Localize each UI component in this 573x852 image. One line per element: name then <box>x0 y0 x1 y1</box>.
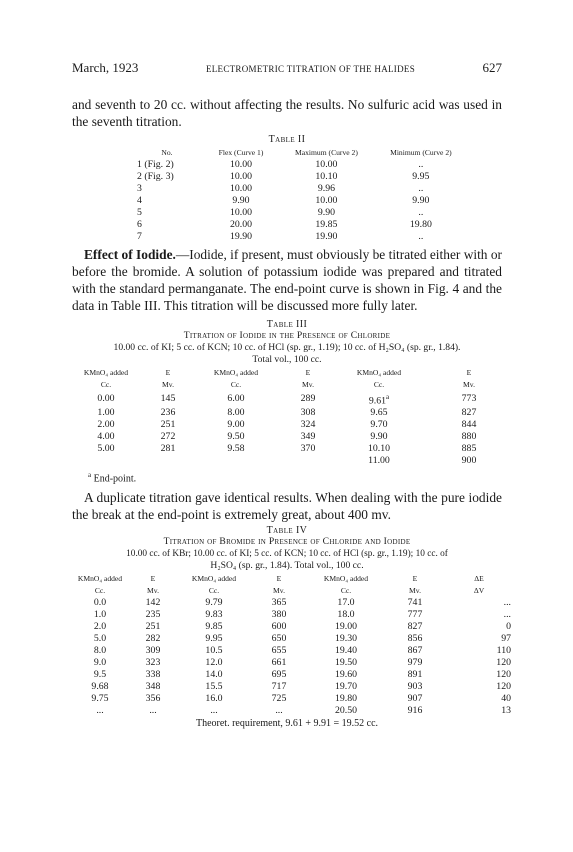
column-unit: Cc. <box>230 380 242 389</box>
column-header: KMnO₄ added <box>83 368 129 377</box>
table-cell: 20.50 <box>334 704 358 716</box>
table-cell: 10.5 <box>205 644 223 656</box>
footnote-marker: a <box>88 471 92 480</box>
cell-value: 8.00 <box>227 407 245 419</box>
table-cell: 1.0 <box>93 608 107 620</box>
cell-value: 145 <box>160 393 176 405</box>
table-row <box>67 633 517 645</box>
table-cell: 9.0 <box>93 656 107 668</box>
column-header: E <box>276 573 282 583</box>
table-row <box>66 455 514 467</box>
header-title: ELECTROMETRIC TITRATION OF THE HALIDES <box>205 64 415 74</box>
table-cell: 10.00 <box>315 159 338 170</box>
table-cell: 891 <box>407 668 423 680</box>
table-cell <box>334 391 424 407</box>
table-row <box>66 431 514 443</box>
cell-value: 11.00 <box>368 455 390 467</box>
table2 <box>129 147 466 243</box>
column-unit: Mv. <box>147 585 159 595</box>
table-cell <box>282 455 334 467</box>
table2-header: Minimum (Curve 2) <box>390 148 452 157</box>
table-cell: 12.0 <box>205 656 223 668</box>
table-cell <box>66 443 146 455</box>
table-cell: .. <box>418 159 424 170</box>
table-row <box>67 657 517 669</box>
table-cell <box>334 443 424 455</box>
table-cell: 365 <box>271 596 287 608</box>
table-cell: 19.90 <box>315 231 338 242</box>
table-cell: 19.40 <box>334 644 358 656</box>
theoretical-requirement: Theoret. requirement, 9.61 + 9.91 = 19.52 cc. <box>195 717 379 729</box>
table-cell <box>66 407 146 419</box>
cell-value: 370 <box>300 443 316 455</box>
table-cell: 3 <box>137 183 142 194</box>
column-header: E <box>412 573 418 583</box>
table-cell <box>282 419 334 431</box>
table-cell: 5.0 <box>93 632 107 644</box>
table-cell: ... <box>503 608 511 620</box>
column-unit: Mv. <box>273 585 285 595</box>
table-cell: 120 <box>496 668 511 680</box>
table-cell: ... <box>210 704 218 716</box>
table-cell: ... <box>503 596 511 608</box>
paragraph-duplicate: A duplicate titration gave identical results. When dealing with the pure iodide the break at the end-point is extremely great, about 400 mv. <box>72 489 502 522</box>
table2-header: No. <box>161 148 173 157</box>
cell-value: 9.90 <box>370 431 388 443</box>
table-row <box>67 693 517 705</box>
column-header: KMnO₄ added <box>77 573 123 583</box>
table2-header: Maximum (Curve 2) <box>295 148 358 157</box>
table-cell <box>190 407 282 419</box>
table-cell: 827 <box>407 620 423 632</box>
table-cell: 17.0 <box>337 596 355 608</box>
table-cell: 19.50 <box>334 656 358 668</box>
table-cell: 6 <box>137 219 142 230</box>
table-cell: 251 <box>145 620 161 632</box>
table-cell: 10.00 <box>315 195 338 206</box>
table-cell: 19.70 <box>334 680 358 692</box>
column-unit: Mv. <box>162 380 174 389</box>
table-cell: 9.95 <box>412 171 430 182</box>
cell-value: 281 <box>160 443 176 455</box>
table-cell: 979 <box>407 656 423 668</box>
table-cell: 15.5 <box>205 680 223 692</box>
table-cell: 916 <box>407 704 423 716</box>
table-cell: 856 <box>407 632 423 644</box>
table-cell: 19.90 <box>229 231 253 242</box>
table4 <box>67 573 517 717</box>
table4-subtitle: Titration of Bromide in Presence of Chloride and Iodide <box>163 535 411 547</box>
table-cell <box>282 407 334 419</box>
table-cell: 0.0 <box>93 596 107 608</box>
table-cell <box>334 419 424 431</box>
table-cell: .. <box>418 231 424 242</box>
column-unit: Cc. <box>340 585 352 595</box>
table-cell: 10.00 <box>229 183 253 194</box>
table-row <box>66 443 514 455</box>
table-row <box>66 407 514 419</box>
column-unit: ΔV <box>473 585 485 595</box>
table-row <box>67 621 517 633</box>
table-cell: 10.10 <box>315 171 338 182</box>
table-cell <box>424 419 514 431</box>
table-row <box>67 669 517 681</box>
table-cell <box>190 431 282 443</box>
table3-total: Total vol., 100 cc. <box>252 354 322 365</box>
table-cell <box>66 455 146 467</box>
table-cell: 323 <box>145 656 161 668</box>
column-header: KMnO₄ added <box>323 573 369 583</box>
table-cell <box>334 407 424 419</box>
column-unit: Cc. <box>100 380 112 389</box>
paragraph-iodide-text: —Iodide, if present, must obviously be titrated either with or before the bromide. A solution of potassium iodide was prepared and titrated with the standard permanganate. The end-point curve is shown in Fig. 4 and the data in Table III. This titration will be discussed more fully later. <box>72 247 503 313</box>
cell-value: 9.70 <box>370 419 388 431</box>
cell-value: 1.00 <box>97 407 115 419</box>
table-cell: 338 <box>145 668 161 680</box>
table-cell: 695 <box>271 668 287 680</box>
table-cell: 9.75 <box>91 692 109 704</box>
table-cell: 600 <box>271 620 287 632</box>
table-cell: 18.0 <box>337 608 355 620</box>
paragraph-intro: and seventh to 20 cc. without affecting the results. No sulfuric acid was used in the seventh titration. <box>72 97 502 129</box>
cell-value: 5.00 <box>97 443 115 455</box>
table-row <box>66 391 514 407</box>
table-cell: .. <box>418 207 424 218</box>
table-cell: 97 <box>501 632 511 644</box>
cell-value: 4.00 <box>97 431 115 443</box>
table2-header: Flex (Curve 1) <box>218 148 264 157</box>
table-cell <box>146 455 190 467</box>
column-unit: Mv. <box>409 585 421 595</box>
table-cell <box>282 443 334 455</box>
table-row <box>129 219 466 231</box>
table3-subtitle: Titration of Iodide in the Presence of Chloride <box>183 330 391 341</box>
table-cell: 650 <box>271 632 287 644</box>
table-cell <box>424 455 514 467</box>
column-header: E <box>466 368 472 377</box>
cell-value: 0.00 <box>97 393 115 405</box>
table-cell <box>424 407 514 419</box>
table-cell: 10.00 <box>229 207 253 218</box>
column-header: E <box>305 368 311 377</box>
table-cell: 20.00 <box>229 219 253 230</box>
table-cell: 741 <box>407 596 423 608</box>
table-cell <box>190 391 282 407</box>
table-row <box>129 195 466 207</box>
table-cell <box>146 419 190 431</box>
table-row <box>67 645 517 657</box>
footnote-text: End-point. <box>93 473 137 485</box>
table-cell: 9.95 <box>205 632 223 644</box>
table-cell: 9.90 <box>412 195 430 206</box>
table-cell: 777 <box>407 608 423 620</box>
table4-conditions-line2: H₂SO₄ (sp. gr., 1.84). Total vol., 100 cc. <box>210 559 364 571</box>
cell-value: 251 <box>160 419 176 431</box>
table-cell <box>282 431 334 443</box>
table-cell: 348 <box>145 680 161 692</box>
cell-value: 9.00 <box>227 419 245 431</box>
footnote <box>88 471 502 484</box>
cell-value: 900 <box>461 455 477 467</box>
endpoint-marker: a <box>386 393 390 401</box>
table-cell: 19.85 <box>315 219 338 230</box>
table-cell: 356 <box>145 692 161 704</box>
table-cell: 19.80 <box>334 692 358 704</box>
table4-body <box>67 597 517 717</box>
table4-unit-row <box>67 585 517 597</box>
table-cell: 282 <box>145 632 161 644</box>
table-cell <box>334 455 424 467</box>
table-cell: 9.68 <box>91 680 109 692</box>
cell-value: 827 <box>461 407 477 419</box>
table-cell <box>146 407 190 419</box>
table-cell: 2.0 <box>93 620 107 632</box>
cell-value: 9.50 <box>227 431 245 443</box>
table-cell <box>146 391 190 407</box>
column-unit: Cc. <box>208 585 220 595</box>
table-cell: 120 <box>496 680 511 692</box>
table-row <box>66 419 514 431</box>
cell-value: 9.61 <box>368 395 387 407</box>
paragraph-iodide <box>72 246 502 314</box>
table3-header-row <box>66 367 514 379</box>
table-cell: 903 <box>407 680 423 692</box>
table-cell: 9.79 <box>205 596 223 608</box>
page-number: 627 <box>482 60 502 75</box>
table-cell: 867 <box>407 644 423 656</box>
table-cell: 13 <box>501 704 511 716</box>
cell-value: 844 <box>461 419 477 431</box>
table-cell: 907 <box>407 692 423 704</box>
table3-title: Table III <box>266 319 308 330</box>
table-cell: ... <box>275 704 283 716</box>
column-header: E <box>165 368 171 377</box>
cell-value: 324 <box>300 419 316 431</box>
table-cell: 655 <box>271 644 287 656</box>
table-cell: 110 <box>496 644 511 656</box>
cell-value: 9.58 <box>227 443 245 455</box>
column-header: KMnO₄ added <box>356 368 402 377</box>
table-cell: 16.0 <box>205 692 223 704</box>
cell-value: 2.00 <box>97 419 115 431</box>
table3-unit-row <box>66 379 514 391</box>
table4-conditions-line1: 10.00 cc. of KBr; 10.00 cc. of KI; 5 cc. of KCN; 10 cc. of HCl (sp. gr., 1.19); 10 cc. of <box>126 548 448 559</box>
table-cell <box>66 391 146 407</box>
table-cell: ... <box>149 704 157 716</box>
cell-value: 289 <box>300 393 316 405</box>
cell-value: 880 <box>461 431 477 443</box>
table-row <box>129 183 466 195</box>
column-unit: Cc. <box>373 380 385 389</box>
table-row <box>67 609 517 621</box>
table-row <box>67 681 517 693</box>
table-cell: 725 <box>271 692 287 704</box>
cell-value: 236 <box>160 407 176 419</box>
table-row <box>129 171 466 183</box>
table-cell: 4 <box>137 195 142 206</box>
table-cell: 10.00 <box>229 171 253 182</box>
header-date: March, 1923 <box>72 60 139 75</box>
table-cell <box>424 431 514 443</box>
table-cell <box>146 443 190 455</box>
table-cell: 19.80 <box>409 219 432 230</box>
table-cell <box>282 391 334 407</box>
table-cell: 9.90 <box>232 195 250 206</box>
table-cell <box>334 431 424 443</box>
table3-body <box>66 391 514 467</box>
table-cell <box>190 443 282 455</box>
table2-header-row <box>129 147 466 159</box>
table-cell: 309 <box>145 644 161 656</box>
cell-value: 308 <box>300 407 316 419</box>
table-cell <box>190 455 282 467</box>
table-cell: 1 (Fig. 2) <box>137 159 174 170</box>
table-cell: 19.60 <box>334 668 358 680</box>
column-header: KMnO₄ added <box>213 368 259 377</box>
table-cell <box>146 431 190 443</box>
cell-value: 885 <box>461 443 477 455</box>
table-cell: 717 <box>271 680 287 692</box>
table-cell: 0 <box>506 620 511 632</box>
table-cell: 380 <box>271 608 287 620</box>
column-unit: Mv. <box>463 380 475 389</box>
table2-body <box>129 159 466 243</box>
table-cell: 5 <box>137 207 142 218</box>
table-cell: 9.83 <box>205 608 223 620</box>
table-cell <box>66 419 146 431</box>
table-cell: 19.30 <box>334 632 358 644</box>
column-unit: Cc. <box>94 585 106 595</box>
table-cell <box>190 419 282 431</box>
cell-value: 9.65 <box>370 407 388 419</box>
table-cell: 2 (Fig. 3) <box>137 171 174 182</box>
table-cell <box>66 431 146 443</box>
table-cell: 142 <box>145 596 161 608</box>
table-cell: 9.90 <box>317 207 335 218</box>
cell-value: 349 <box>300 431 316 443</box>
table-cell: 9.5 <box>93 668 107 680</box>
column-header: ΔE <box>474 573 484 583</box>
table-cell: 19.00 <box>334 620 358 632</box>
cell-value: 773 <box>461 393 477 405</box>
table2-title: Table II <box>268 134 306 145</box>
table-cell: 661 <box>271 656 287 668</box>
document-page <box>72 60 511 729</box>
section-heading: Effect of Iodide. <box>84 247 176 262</box>
table-cell: 10.00 <box>229 159 253 170</box>
cell-value: 272 <box>160 431 176 443</box>
column-header: KMnO₄ added <box>191 573 237 583</box>
table-cell: 40 <box>501 692 511 704</box>
table4-header-row <box>67 573 517 585</box>
table-cell: ... <box>96 704 104 716</box>
column-header: E <box>150 573 156 583</box>
table3-conditions: 10.00 cc. of KI; 5 cc. of KCN; 10 cc. of HCl (sp. gr., 1.19); 10 cc. of H₂SO₄ (sp. gr., 1.84). <box>113 342 461 353</box>
table-cell <box>424 443 514 455</box>
column-unit: Mv. <box>302 380 314 389</box>
table-row <box>67 597 517 609</box>
table-cell: 8.0 <box>93 644 107 656</box>
table-cell: 9.96 <box>317 183 335 194</box>
table-cell: 235 <box>145 608 161 620</box>
table-cell <box>424 391 514 407</box>
table-cell: 120 <box>496 656 511 668</box>
table-row <box>129 231 466 243</box>
table-row <box>129 207 466 219</box>
table-row <box>129 159 466 171</box>
running-header <box>72 60 502 78</box>
table4-title: Table IV <box>266 524 308 536</box>
cell-value: 10.10 <box>367 443 391 455</box>
table3 <box>66 367 514 467</box>
table-row <box>67 705 517 717</box>
table-cell: .. <box>418 183 424 194</box>
cell-value: 6.00 <box>227 393 245 405</box>
table-cell: 7 <box>137 231 142 242</box>
table-cell: 14.0 <box>205 668 223 680</box>
table-cell: 9.85 <box>205 620 223 632</box>
